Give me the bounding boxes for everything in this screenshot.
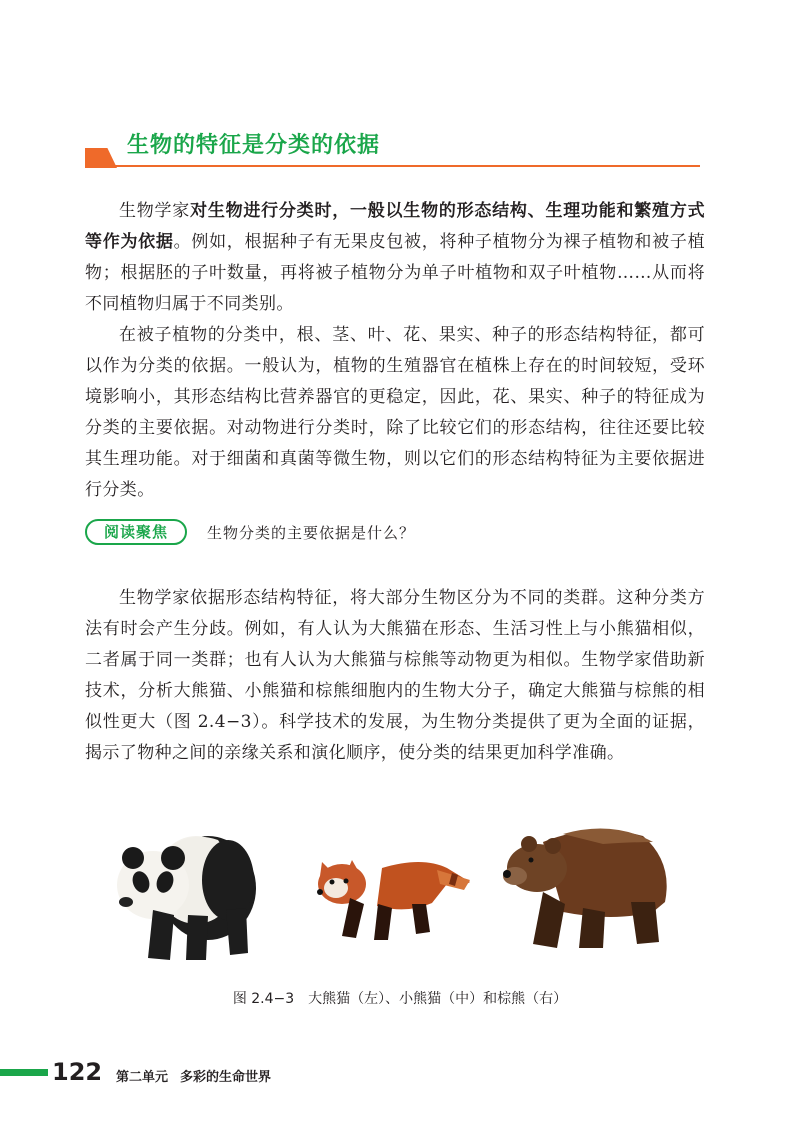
paragraph-1-key-point: 对生物进行分类时，一般以生物的形态结构、生理功能和繁殖方式等作为依据 [85, 201, 705, 252]
footer-unit-title: 多彩的生命世界 [180, 1070, 272, 1085]
footer-unit: 第二单元 [116, 1070, 169, 1085]
reading-focus-badge: 阅读聚焦 [85, 519, 187, 545]
paragraph-3: 生物学家依据形态结构特征，将大部分生物区分为不同的类群。这种分类方法有时会产生分歧。例如，有人认为大熊猫在形态、生活习性上与小熊猫相似，二者属于同一类群；也有人认为大熊猫与棕熊等动物更为相似。生物学家借助新技术，分析大熊猫、小熊猫和棕熊细胞内的生物大分子，确定大熊猫与棕熊的相似性更大（图 2.4−3）。科学技术的发展，为生物分类提供了更为全面的证据，揭示了物种之间的亲缘关系和演化顺序，使分类的结果更加科学准确。 [85, 588, 705, 763]
footer-accent-bar [0, 1069, 48, 1076]
red-panda-photo [312, 848, 472, 944]
heading-rule [85, 165, 700, 167]
paragraph-1-rest: 。例如，根据种子有无果皮包被，将种子植物分为裸子植物和被子植物；根据胚的子叶数量，再将被子植物分为单子叶植物和双子叶植物……从而将不同植物归属于不同类别。 [85, 232, 706, 314]
paragraph-1-lead: 生物学家 [119, 201, 191, 221]
page-number: 122 [52, 1058, 103, 1086]
running-footer [116, 1066, 271, 1085]
paragraph-1 [85, 196, 705, 320]
section-title: 生物的特征是分类的依据 [127, 133, 381, 158]
paragraph-2: 在被子植物的分类中，根、茎、叶、花、果实、种子的形态结构特征，都可以作为分类的依据。一般认为，植物的生殖器官在植株上存在的时间较短，受环境影响小，其形态结构比营养器官的更稳定，因此，花、果实、种子的特征成为分类的主要依据。对动物进行分类时，除了比较它们的形态结构，往往还要比较其生理功能。对于细菌和真菌等微生物，则以它们的形态结构特征为主要依据进行分类。 [85, 325, 705, 500]
giant-panda-photo [108, 810, 258, 965]
brown-bear-photo [503, 822, 675, 952]
figure-caption: 图 2.4−3 大熊猫（左）、小熊猫（中）和棕熊（右） [232, 991, 568, 1007]
section-heading [85, 128, 700, 168]
reading-focus-question: 生物分类的主要依据是什么？ [207, 524, 416, 542]
